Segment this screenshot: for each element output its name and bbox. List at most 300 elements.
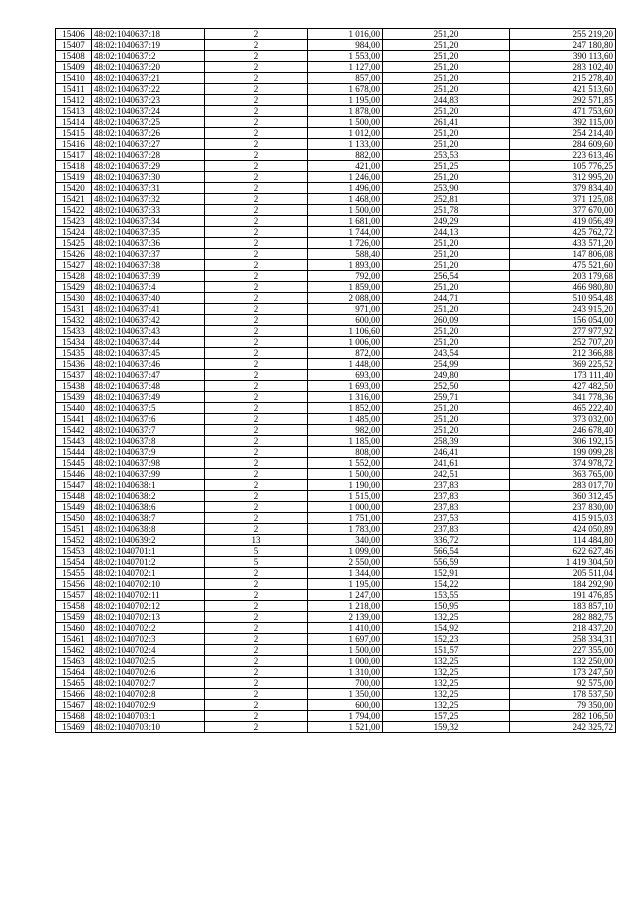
area-cell: 1 410,00 [308, 623, 383, 634]
cadastral-number-cell: 48:02:1040637:45 [92, 348, 205, 359]
cadastral-number-cell: 48:02:1040638:1 [92, 480, 205, 491]
specific-value-cell: 249,29 [383, 216, 510, 227]
area-cell: 1 350,00 [308, 689, 383, 700]
group-code-cell: 2 [205, 205, 308, 216]
row-number-cell: 15422 [56, 205, 92, 216]
cadastral-value-cell: 246 678,40 [510, 425, 616, 436]
row-number-cell: 15443 [56, 436, 92, 447]
cadastral-value-cell: 465 222,40 [510, 403, 616, 414]
row-number-cell: 15427 [56, 260, 92, 271]
row-number-cell: 15440 [56, 403, 92, 414]
cadastral-number-cell: 48:02:1040703:1 [92, 711, 205, 722]
specific-value-cell: 251,20 [383, 106, 510, 117]
row-number-cell: 15426 [56, 249, 92, 260]
cadastral-number-cell: 48:02:1040638:6 [92, 502, 205, 513]
cadastral-number-cell: 48:02:1040637:34 [92, 216, 205, 227]
table-row [56, 447, 616, 458]
group-code-cell: 2 [205, 458, 308, 469]
cadastral-value-cell: 132 250,00 [510, 656, 616, 667]
area-cell: 1 195,00 [308, 579, 383, 590]
group-code-cell: 2 [205, 568, 308, 579]
group-code-cell: 2 [205, 326, 308, 337]
table-row [56, 568, 616, 579]
specific-value-cell: 249,80 [383, 370, 510, 381]
area-cell: 1 500,00 [308, 469, 383, 480]
cadastral-value-cell: 258 334,31 [510, 634, 616, 645]
area-cell: 600,00 [308, 700, 383, 711]
cadastral-number-cell: 48:02:1040702:3 [92, 634, 205, 645]
specific-value-cell: 251,20 [383, 337, 510, 348]
specific-value-cell: 244,13 [383, 227, 510, 238]
table-row [56, 95, 616, 106]
row-number-cell: 15464 [56, 667, 92, 678]
area-cell: 2 088,00 [308, 293, 383, 304]
table-row [56, 469, 616, 480]
table-row [56, 678, 616, 689]
group-code-cell: 2 [205, 84, 308, 95]
group-code-cell: 2 [205, 106, 308, 117]
area-cell: 1 678,00 [308, 84, 383, 95]
specific-value-cell: 251,20 [383, 282, 510, 293]
table-row [56, 458, 616, 469]
area-cell: 1 794,00 [308, 711, 383, 722]
row-number-cell: 15433 [56, 326, 92, 337]
specific-value-cell: 251,20 [383, 403, 510, 414]
table-row [56, 546, 616, 557]
row-number-cell: 15408 [56, 51, 92, 62]
area-cell: 1 697,00 [308, 634, 383, 645]
row-number-cell: 15460 [56, 623, 92, 634]
area-cell: 1 744,00 [308, 227, 383, 238]
table-row [56, 656, 616, 667]
group-code-cell: 2 [205, 183, 308, 194]
cadastral-number-cell: 48:02:1040637:8 [92, 436, 205, 447]
group-code-cell: 2 [205, 447, 308, 458]
cadastral-value-cell: 427 482,50 [510, 381, 616, 392]
table-row [56, 623, 616, 634]
table-row [56, 634, 616, 645]
row-number-cell: 15415 [56, 128, 92, 139]
specific-value-cell: 251,20 [383, 304, 510, 315]
cadastral-value-cell: 390 113,60 [510, 51, 616, 62]
area-cell: 1 000,00 [308, 502, 383, 513]
cadastral-value-cell: 183 857,10 [510, 601, 616, 612]
table-row [56, 84, 616, 95]
area-cell: 1 515,00 [308, 491, 383, 502]
table-row [56, 436, 616, 447]
cadastral-number-cell: 48:02:1040702:7 [92, 678, 205, 689]
row-number-cell: 15461 [56, 634, 92, 645]
table-row [56, 689, 616, 700]
area-cell: 1 553,00 [308, 51, 383, 62]
cadastral-value-cell: 1 419 304,50 [510, 557, 616, 568]
specific-value-cell: 251,20 [383, 40, 510, 51]
cadastral-value-cell: 421 513,60 [510, 84, 616, 95]
row-number-cell: 15436 [56, 359, 92, 370]
area-cell: 984,00 [308, 40, 383, 51]
group-code-cell: 2 [205, 40, 308, 51]
table-row [56, 524, 616, 535]
cadastral-value-cell: 205 511,04 [510, 568, 616, 579]
group-code-cell: 2 [205, 128, 308, 139]
table-row [56, 381, 616, 392]
cadastral-value-cell: 415 915,03 [510, 513, 616, 524]
table-row [56, 370, 616, 381]
area-cell: 588,40 [308, 249, 383, 260]
row-number-cell: 15432 [56, 315, 92, 326]
table-row [56, 480, 616, 491]
table-row [56, 612, 616, 623]
group-code-cell: 2 [205, 249, 308, 260]
row-number-cell: 15421 [56, 194, 92, 205]
row-number-cell: 15444 [56, 447, 92, 458]
cadastral-number-cell: 48:02:1040638:2 [92, 491, 205, 502]
specific-value-cell: 237,83 [383, 524, 510, 535]
group-code-cell: 2 [205, 524, 308, 535]
cadastral-number-cell: 48:02:1040637:41 [92, 304, 205, 315]
group-code-cell: 2 [205, 634, 308, 645]
cadastral-value-cell: 379 834,40 [510, 183, 616, 194]
specific-value-cell: 253,53 [383, 150, 510, 161]
group-code-cell: 2 [205, 392, 308, 403]
table-row [56, 282, 616, 293]
cadastral-value-cell: 105 776,25 [510, 161, 616, 172]
cadastral-number-cell: 48:02:1040702:6 [92, 667, 205, 678]
cadastral-number-cell: 48:02:1040637:25 [92, 117, 205, 128]
table-row [56, 62, 616, 73]
row-number-cell: 15431 [56, 304, 92, 315]
cadastral-number-cell: 48:02:1040702:8 [92, 689, 205, 700]
row-number-cell: 15416 [56, 139, 92, 150]
table-row [56, 238, 616, 249]
specific-value-cell: 566,54 [383, 546, 510, 557]
group-code-cell: 2 [205, 612, 308, 623]
cadastral-value-cell: 212 366,88 [510, 348, 616, 359]
group-code-cell: 2 [205, 194, 308, 205]
cadastral-number-cell: 48:02:1040702:10 [92, 579, 205, 590]
row-number-cell: 15455 [56, 568, 92, 579]
group-code-cell: 2 [205, 381, 308, 392]
cadastral-number-cell: 48:02:1040637:35 [92, 227, 205, 238]
row-number-cell: 15435 [56, 348, 92, 359]
cadastral-number-cell: 48:02:1040637:32 [92, 194, 205, 205]
cadastral-number-cell: 48:02:1040637:33 [92, 205, 205, 216]
cadastral-value-cell: 114 484,80 [510, 535, 616, 546]
specific-value-cell: 152,23 [383, 634, 510, 645]
group-code-cell: 2 [205, 414, 308, 425]
row-number-cell: 15466 [56, 689, 92, 700]
area-cell: 1 751,00 [308, 513, 383, 524]
group-code-cell: 2 [205, 403, 308, 414]
group-code-cell: 2 [205, 623, 308, 634]
row-number-cell: 15417 [56, 150, 92, 161]
cadastral-number-cell: 48:02:1040637:40 [92, 293, 205, 304]
area-cell: 1 693,00 [308, 381, 383, 392]
cadastral-number-cell: 48:02:1040637:44 [92, 337, 205, 348]
cadastral-value-cell: 283 102,40 [510, 62, 616, 73]
cadastral-value-cell: 282 882,75 [510, 612, 616, 623]
specific-value-cell: 251,20 [383, 249, 510, 260]
table-row [56, 293, 616, 304]
table-row [56, 557, 616, 568]
table-row [56, 150, 616, 161]
row-number-cell: 15439 [56, 392, 92, 403]
cadastral-number-cell: 48:02:1040637:18 [92, 29, 205, 40]
specific-value-cell: 237,83 [383, 502, 510, 513]
table-row [56, 359, 616, 370]
row-number-cell: 15414 [56, 117, 92, 128]
cadastral-number-cell: 48:02:1040637:29 [92, 161, 205, 172]
cadastral-value-cell: 419 056,49 [510, 216, 616, 227]
area-cell: 808,00 [308, 447, 383, 458]
specific-value-cell: 237,83 [383, 480, 510, 491]
area-cell: 792,00 [308, 271, 383, 282]
specific-value-cell: 556,59 [383, 557, 510, 568]
row-number-cell: 15451 [56, 524, 92, 535]
area-cell: 2 550,00 [308, 557, 383, 568]
group-code-cell: 2 [205, 722, 308, 733]
cadastral-number-cell: 48:02:1040702:13 [92, 612, 205, 623]
table-row [56, 700, 616, 711]
group-code-cell: 2 [205, 645, 308, 656]
cadastral-value-cell: 79 350,00 [510, 700, 616, 711]
table-row [56, 667, 616, 678]
cadastral-number-cell: 48:02:1040637:2 [92, 51, 205, 62]
cadastral-value-cell: 284 609,60 [510, 139, 616, 150]
table-row [56, 73, 616, 84]
area-cell: 693,00 [308, 370, 383, 381]
cadastral-value-cell: 377 670,00 [510, 205, 616, 216]
row-number-cell: 15412 [56, 95, 92, 106]
cadastral-number-cell: 48:02:1040637:39 [92, 271, 205, 282]
cadastral-value-cell: 424 050,89 [510, 524, 616, 535]
cadastral-value-cell: 360 312,45 [510, 491, 616, 502]
table-row [56, 403, 616, 414]
cadastral-value-cell: 203 179,68 [510, 271, 616, 282]
table-row [56, 392, 616, 403]
cadastral-value-cell: 191 476,85 [510, 590, 616, 601]
specific-value-cell: 252,50 [383, 381, 510, 392]
group-code-cell: 2 [205, 667, 308, 678]
specific-value-cell: 132,25 [383, 689, 510, 700]
row-number-cell: 15462 [56, 645, 92, 656]
area-cell: 982,00 [308, 425, 383, 436]
table-row [56, 535, 616, 546]
cadastral-number-cell: 48:02:1040637:99 [92, 469, 205, 480]
row-number-cell: 15452 [56, 535, 92, 546]
cadastral-number-cell: 48:02:1040637:48 [92, 381, 205, 392]
cadastral-value-cell: 242 325,72 [510, 722, 616, 733]
row-number-cell: 15469 [56, 722, 92, 733]
cadastral-number-cell: 48:02:1040702:12 [92, 601, 205, 612]
group-code-cell: 2 [205, 469, 308, 480]
specific-value-cell: 132,25 [383, 656, 510, 667]
area-cell: 1 185,00 [308, 436, 383, 447]
specific-value-cell: 253,90 [383, 183, 510, 194]
row-number-cell: 15450 [56, 513, 92, 524]
specific-value-cell: 132,25 [383, 667, 510, 678]
table-row [56, 304, 616, 315]
row-number-cell: 15445 [56, 458, 92, 469]
area-cell: 1 681,00 [308, 216, 383, 227]
table-row [56, 51, 616, 62]
group-code-cell: 2 [205, 260, 308, 271]
specific-value-cell: 157,25 [383, 711, 510, 722]
cadastral-value-cell: 341 778,36 [510, 392, 616, 403]
cadastral-value-cell: 306 192,15 [510, 436, 616, 447]
specific-value-cell: 256,54 [383, 271, 510, 282]
area-cell: 1 012,00 [308, 128, 383, 139]
specific-value-cell: 237,53 [383, 513, 510, 524]
specific-value-cell: 251,20 [383, 29, 510, 40]
cadastral-number-cell: 48:02:1040637:49 [92, 392, 205, 403]
cadastral-value-cell: 254 214,40 [510, 128, 616, 139]
row-number-cell: 15428 [56, 271, 92, 282]
row-number-cell: 15468 [56, 711, 92, 722]
area-cell: 1 448,00 [308, 359, 383, 370]
table-row [56, 491, 616, 502]
area-cell: 1 195,00 [308, 95, 383, 106]
cadastral-number-cell: 48:02:1040702:4 [92, 645, 205, 656]
row-number-cell: 15441 [56, 414, 92, 425]
group-code-cell: 2 [205, 370, 308, 381]
group-code-cell: 2 [205, 590, 308, 601]
group-code-cell: 2 [205, 73, 308, 84]
specific-value-cell: 251,20 [383, 73, 510, 84]
area-cell: 1 218,00 [308, 601, 383, 612]
row-number-cell: 15447 [56, 480, 92, 491]
area-cell: 600,00 [308, 315, 383, 326]
specific-value-cell: 261,41 [383, 117, 510, 128]
specific-value-cell: 259,71 [383, 392, 510, 403]
area-cell: 1 496,00 [308, 183, 383, 194]
group-code-cell: 2 [205, 139, 308, 150]
group-code-cell: 13 [205, 535, 308, 546]
group-code-cell: 2 [205, 282, 308, 293]
area-cell: 1 006,00 [308, 337, 383, 348]
cadastral-number-cell: 48:02:1040637:22 [92, 84, 205, 95]
cadastral-value-cell: 255 219,20 [510, 29, 616, 40]
table-row [56, 414, 616, 425]
group-code-cell: 2 [205, 62, 308, 73]
area-cell: 1 859,00 [308, 282, 383, 293]
area-cell: 421,00 [308, 161, 383, 172]
row-number-cell: 15409 [56, 62, 92, 73]
table-row [56, 40, 616, 51]
cadastral-value-cell: 392 115,00 [510, 117, 616, 128]
specific-value-cell: 154,22 [383, 579, 510, 590]
specific-value-cell: 251,20 [383, 128, 510, 139]
group-code-cell: 2 [205, 315, 308, 326]
cadastral-value-cell: 510 954,48 [510, 293, 616, 304]
group-code-cell: 2 [205, 502, 308, 513]
area-cell: 1 500,00 [308, 645, 383, 656]
cadastral-value-cell: 237 830,00 [510, 502, 616, 513]
cadastral-number-cell: 48:02:1040637:30 [92, 172, 205, 183]
cadastral-number-cell: 48:02:1040637:46 [92, 359, 205, 370]
table-row [56, 106, 616, 117]
cadastral-number-cell: 48:02:1040637:9 [92, 447, 205, 458]
area-cell: 2 139,00 [308, 612, 383, 623]
area-cell: 700,00 [308, 678, 383, 689]
area-cell: 1 552,00 [308, 458, 383, 469]
table-row [56, 271, 616, 282]
group-code-cell: 2 [205, 238, 308, 249]
cadastral-value-cell: 283 017,70 [510, 480, 616, 491]
group-code-cell: 2 [205, 227, 308, 238]
specific-value-cell: 260,09 [383, 315, 510, 326]
cadastral-number-cell: 48:02:1040638:7 [92, 513, 205, 524]
area-cell: 1 726,00 [308, 238, 383, 249]
specific-value-cell: 152,91 [383, 568, 510, 579]
group-code-cell: 2 [205, 436, 308, 447]
area-cell: 1 246,00 [308, 172, 383, 183]
cadastral-number-cell: 48:02:1040637:47 [92, 370, 205, 381]
area-cell: 1 500,00 [308, 117, 383, 128]
cadastral-number-cell: 48:02:1040701:2 [92, 557, 205, 568]
specific-value-cell: 251,20 [383, 84, 510, 95]
table-row [56, 216, 616, 227]
group-code-cell: 2 [205, 117, 308, 128]
area-cell: 1 344,00 [308, 568, 383, 579]
row-number-cell: 15411 [56, 84, 92, 95]
cadastral-value-cell: 173 247,50 [510, 667, 616, 678]
cadastral-value-cell: 373 032,00 [510, 414, 616, 425]
group-code-cell: 2 [205, 337, 308, 348]
specific-value-cell: 244,71 [383, 293, 510, 304]
row-number-cell: 15407 [56, 40, 92, 51]
area-cell: 1 468,00 [308, 194, 383, 205]
cadastral-value-cell: 425 762,72 [510, 227, 616, 238]
cadastral-number-cell: 48:02:1040637:21 [92, 73, 205, 84]
cadastral-number-cell: 48:02:1040637:7 [92, 425, 205, 436]
group-code-cell: 2 [205, 700, 308, 711]
cadastral-value-table [55, 28, 616, 733]
specific-value-cell: 251,20 [383, 51, 510, 62]
specific-value-cell: 251,20 [383, 326, 510, 337]
table-row [56, 425, 616, 436]
specific-value-cell: 150,95 [383, 601, 510, 612]
specific-value-cell: 241,61 [383, 458, 510, 469]
row-number-cell: 15406 [56, 29, 92, 40]
cadastral-value-cell: 363 765,00 [510, 469, 616, 480]
row-number-cell: 15418 [56, 161, 92, 172]
specific-value-cell: 251,20 [383, 139, 510, 150]
table-row [56, 117, 616, 128]
specific-value-cell: 336,72 [383, 535, 510, 546]
cadastral-value-cell: 292 571,85 [510, 95, 616, 106]
row-number-cell: 15467 [56, 700, 92, 711]
group-code-cell: 2 [205, 51, 308, 62]
group-code-cell: 2 [205, 172, 308, 183]
cadastral-value-cell: 156 054,00 [510, 315, 616, 326]
cadastral-value-cell: 312 995,20 [510, 172, 616, 183]
cadastral-number-cell: 48:02:1040637:28 [92, 150, 205, 161]
group-code-cell: 2 [205, 689, 308, 700]
group-code-cell: 2 [205, 711, 308, 722]
area-cell: 882,00 [308, 150, 383, 161]
specific-value-cell: 132,25 [383, 678, 510, 689]
cadastral-value-cell: 622 627,46 [510, 546, 616, 557]
group-code-cell: 5 [205, 546, 308, 557]
row-number-cell: 15454 [56, 557, 92, 568]
cadastral-value-cell: 199 099,28 [510, 447, 616, 458]
group-code-cell: 2 [205, 348, 308, 359]
group-code-cell: 2 [205, 95, 308, 106]
row-number-cell: 15446 [56, 469, 92, 480]
row-number-cell: 15437 [56, 370, 92, 381]
specific-value-cell: 243,54 [383, 348, 510, 359]
